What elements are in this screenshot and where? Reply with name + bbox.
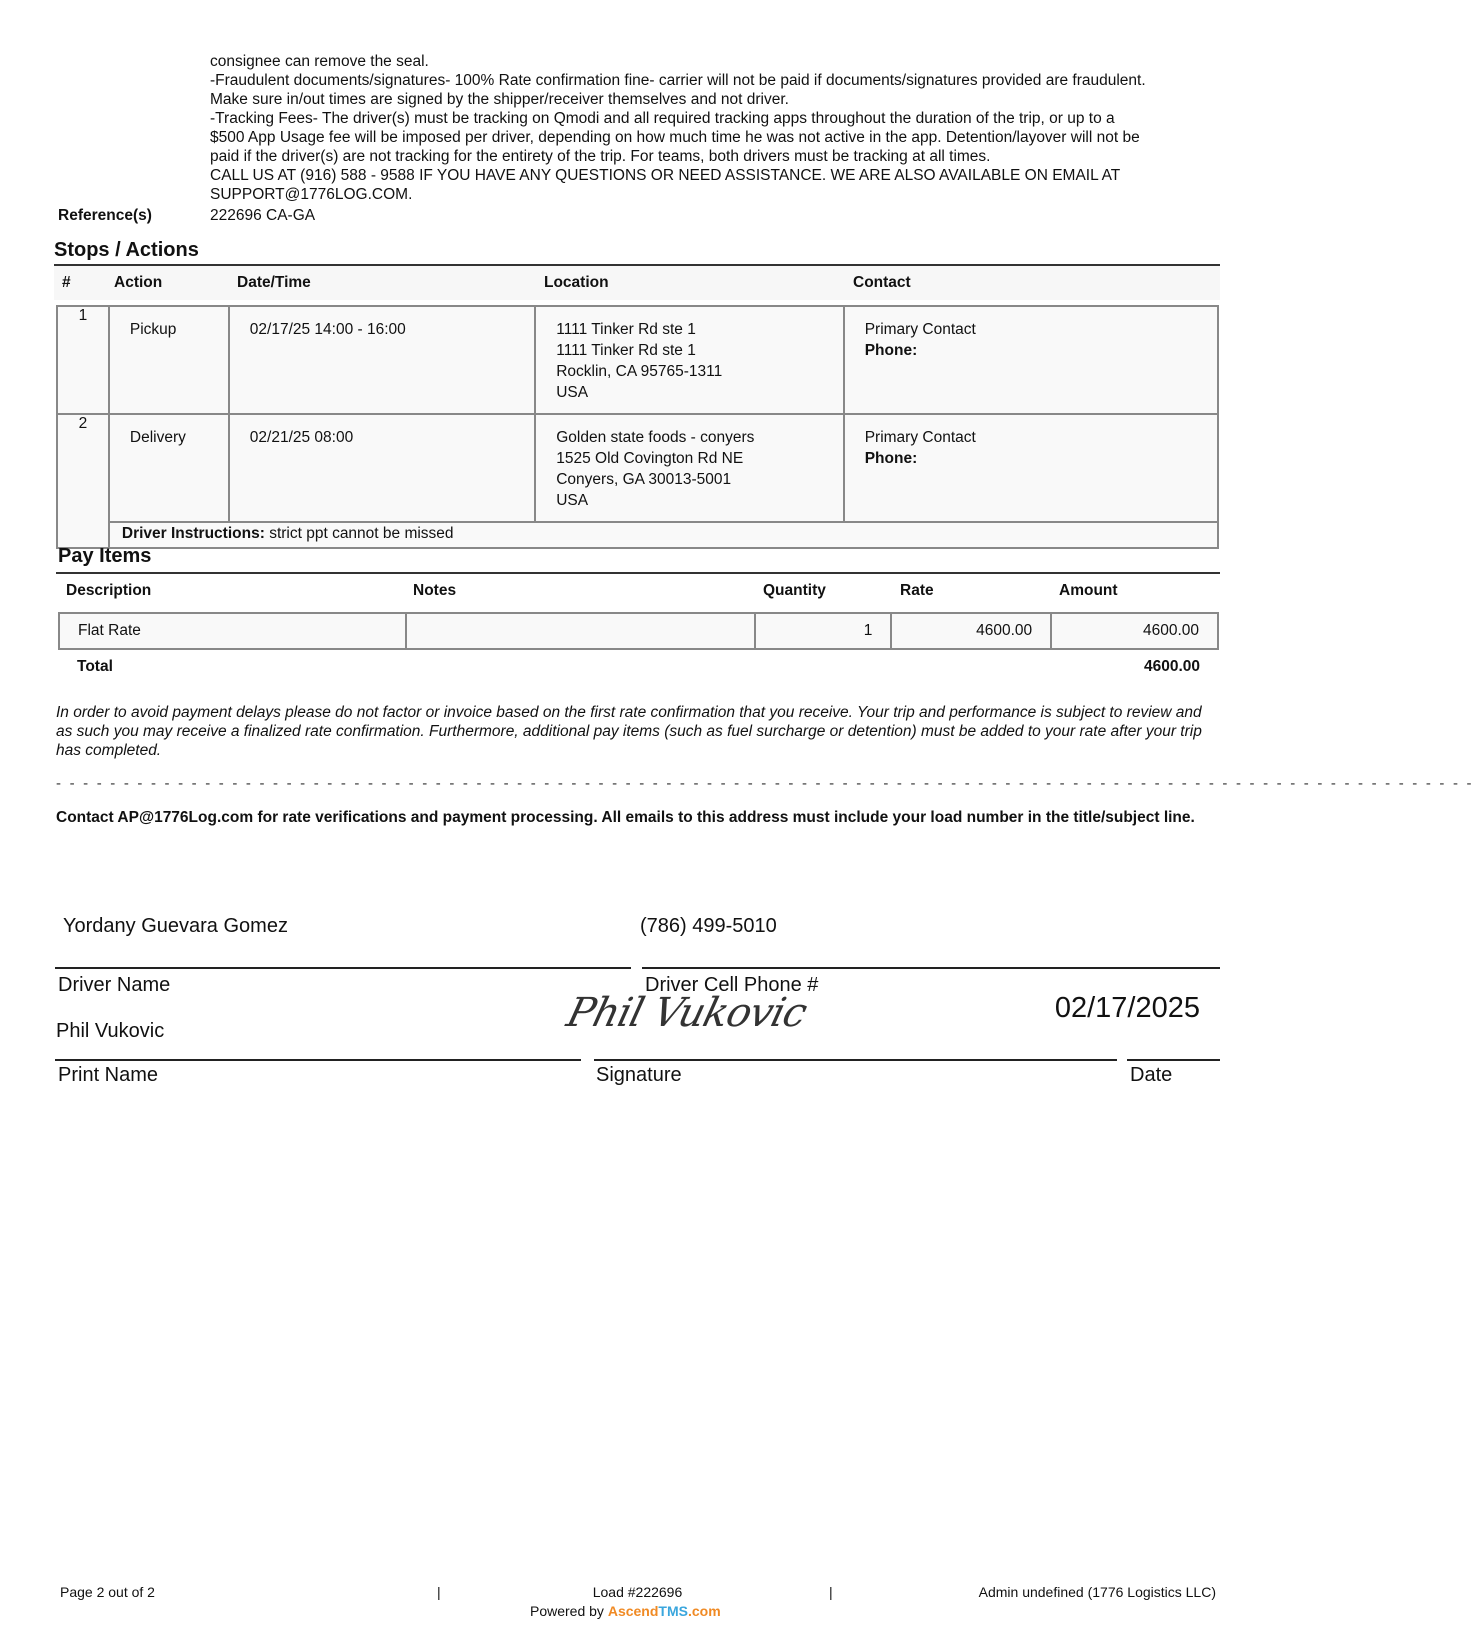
footer-separator: | (829, 1584, 833, 1600)
address-line: USA (556, 384, 589, 401)
instructions-label: Driver Instructions: (121, 525, 265, 542)
pay-quantity: 1 (755, 613, 892, 649)
table-row (57, 306, 1218, 414)
pay-description: Flat Rate (59, 613, 406, 649)
print-name-value: Phil Vukovic (56, 1020, 165, 1042)
instructions-row (57, 522, 1218, 548)
signature-label: Signature (596, 1064, 682, 1086)
print-name-line (55, 1059, 581, 1061)
signature-line (594, 1059, 1117, 1061)
brand-ascend: Ascend (607, 1603, 659, 1619)
notes-line: -Fraudulent documents/signatures- 100% Rate confirmation fine- carrier will not be paid if documents/signatures provided are fraudulent. (210, 72, 1146, 89)
pay-notes (406, 613, 754, 649)
driver-phone-label: Driver Cell Phone # (645, 974, 819, 996)
stops-header (54, 266, 1220, 300)
phone-label: Phone: (864, 342, 918, 359)
driver-phone-line (642, 967, 1220, 969)
stop-action: Delivery (109, 414, 229, 522)
notes-line: -Tracking Fees- The driver(s) must be tracking on Qmodi and all required tracking apps throughout the duration of the trip, or up to a (210, 110, 1115, 127)
date-line (1127, 1059, 1220, 1061)
stop-action: Pickup (109, 306, 229, 414)
stops-title: Stops / Actions (54, 239, 199, 261)
notes-line: consignee can remove the seal. (210, 53, 429, 70)
col-location: Location (544, 274, 609, 291)
stop-number: 1 (57, 306, 109, 414)
stop-datetime: 02/17/25 14:00 - 16:00 (229, 306, 535, 414)
driver-instructions (109, 522, 1218, 548)
footer-separator: | (437, 1584, 441, 1600)
driver-name-value: Yordany Guevara Gomez (63, 915, 288, 937)
pay-rate: 4600.00 (891, 613, 1051, 649)
address-line: Rocklin, CA 95765-1311 (556, 363, 723, 380)
address-line: 1111 Tinker Rd ste 1 (556, 321, 696, 338)
date-label: Date (1130, 1064, 1173, 1086)
table-row (59, 613, 1218, 649)
col-num: # (62, 274, 71, 291)
contact-name: Primary Contact (864, 321, 976, 338)
address-line: USA (556, 492, 589, 509)
stop-datetime: 02/21/25 08:00 (229, 414, 535, 522)
contact-name: Primary Contact (864, 429, 976, 446)
table-row (57, 414, 1218, 522)
powered-by (530, 1603, 721, 1619)
stop-contact (844, 414, 1218, 522)
pay-amount: 4600.00 (1051, 613, 1218, 649)
terms-notes (210, 52, 1220, 204)
signed-date: 02/17/2025 (1054, 992, 1200, 1024)
col-action: Action (114, 274, 163, 291)
admin-company: Admin undefined (1776 Logistics LLC) (978, 1584, 1216, 1600)
reference-value: 222696 CA-GA (210, 207, 316, 224)
stop-contact (844, 306, 1218, 414)
payment-disclaimer: In order to avoid payment delays please do not factor or invoice based on the first rate confirmation that you receive. Your trip and performance is subject to review and as such you may receive a finalized rate confirmation. Furthermore, additional pay items (such as fuel surcharge or detention) must be added to your rate after your trip has completed. (56, 704, 1202, 759)
address-line: 1525 Old Covington Rd NE (556, 450, 744, 467)
brand-com: .com (687, 1603, 721, 1619)
print-name-label: Print Name (58, 1064, 159, 1086)
col-notes: Notes (413, 582, 457, 599)
brand-tms: TMS (658, 1603, 688, 1619)
col-datetime: Date/Time (237, 274, 311, 291)
load-number: Load #222696 (592, 1584, 683, 1600)
pay-title: Pay Items (58, 545, 152, 567)
notes-line: Make sure in/out times are signed by the shipper/receiver themselves and not driver. (210, 91, 789, 108)
ap-contact-note: Contact AP@1776Log.com for rate verifications and payment processing. All emails to this address must include your load number in the title/subject line. (56, 809, 1195, 826)
col-rate: Rate (900, 582, 934, 599)
pay-header (56, 574, 1220, 608)
col-quantity: Quantity (763, 582, 826, 599)
col-description: Description (66, 582, 152, 599)
stop-location (535, 306, 843, 414)
address-line: 1111 Tinker Rd ste 1 (556, 342, 696, 359)
phone-label: Phone: (864, 450, 918, 467)
notes-line: $500 App Usage fee will be imposed per driver, depending on how much time he was not active in the app. Detention/layover will not be (210, 129, 1140, 146)
instructions-text: strict ppt cannot be missed (269, 525, 454, 542)
address-line: Conyers, GA 30013-5001 (556, 471, 732, 488)
dashed-divider: - - - - - - - - - - - - - - - - - - - - - - - - - - - - - - - - - - - - - - - - - - - - - - - - - - - - - - - - - - - - - - - - - - - - - - - - - - - - - - - - - - - - - - - - - - - - - - - - - - - - - - - - - (56, 775, 1474, 792)
col-amount: Amount (1059, 582, 1118, 599)
driver-name-label: Driver Name (58, 974, 171, 996)
pay-table (58, 612, 1219, 650)
driver-name-line (55, 967, 631, 969)
handwritten-signature: Phil Vukovic (562, 990, 811, 1036)
powered-by-label: Powered by (530, 1603, 604, 1619)
reference-label: Reference(s) (58, 207, 152, 224)
total-label: Total (77, 658, 113, 675)
total-value: 4600.00 (1143, 658, 1200, 675)
address-line: Golden state foods - conyers (556, 429, 755, 446)
stops-table (56, 305, 1219, 549)
driver-phone-value: (786) 499-5010 (640, 915, 777, 937)
notes-line: CALL US AT (916) 588 - 9588 IF YOU HAVE ANY QUESTIONS OR NEED ASSISTANCE. WE ARE ALSO AVAILABLE ON EMAIL AT (210, 167, 1121, 184)
stop-location (535, 414, 843, 522)
page-number: Page 2 out of 2 (60, 1584, 155, 1600)
col-contact: Contact (853, 274, 911, 291)
notes-line: paid if the driver(s) are not tracking for the entirety of the trip. For teams, both drivers must be tracking at all times. (210, 148, 991, 165)
stop-number: 2 (57, 414, 109, 548)
notes-line: SUPPORT@1776LOG.COM. (210, 186, 413, 203)
